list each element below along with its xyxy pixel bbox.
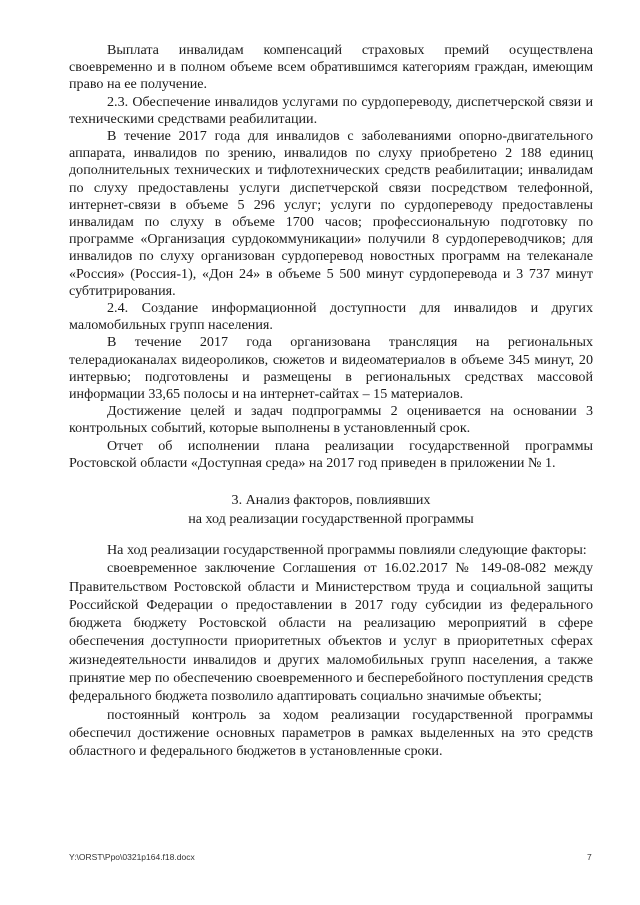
paragraph-broadcasting: В течение 2017 года организована трансляция на региональных телерадиоканалах видеороликов, сюжетов и видеоматериалов в объеме 345 минут, 20 интервью; подготовлены и размещены в региональных средствах массовой информации 33,65 полосы и на интернет-сайтах – 15 материалов. <box>69 334 593 403</box>
paragraph-factors-intro: На ход реализации государственной программы повлияли следующие факторы: <box>107 542 587 558</box>
paragraph-rehabilitation-means: В течение 2017 года для инвалидов с заболеваниями опорно-двигательного аппарата, инвалидов по зрению, инвалидов по слуху приобретено 2 188 единиц дополнительных технических и тифлотехнических средств реабилитации; инвалидам по слуху предоставлены услуги диспетчерской связи посредством телефонной, интернет-связи в объеме 5 296 услуг; услуги по сурдопереводу предоставлены инвалидам по слуху в объеме 1700 часов; профессиональную подготовку по программе «Организация сурдокоммуникации» получили 8 сурдопереводчиков; для инвалидов по слуху организован сурдоперевод новостных программ на телеканале «Россия» (Россия-1), «Дон 24» в объеме 5 500 минут сурдоперевода и 3 737 минут субтитрирования. <box>69 128 593 299</box>
heading-line-1: 3. Анализ факторов, повлиявших <box>231 492 431 508</box>
heading-line-2: на ход реализации государственной программы <box>188 511 474 527</box>
page-number: 7 <box>587 852 592 862</box>
section-3-text <box>69 541 593 761</box>
paragraph-report-reference: Отчет об исполнении плана реализации государственной программы Ростовской области «Доступная среда» на 2017 год приведен в приложении № 1. <box>69 437 593 471</box>
section-2-text <box>69 42 593 472</box>
section-3-heading <box>69 491 593 529</box>
paragraph-goals-achievement: Достижение целей и задач подпрограммы 2 оценивается на основании 3 контрольных событий, которые выполнены в установленный срок. <box>69 403 593 437</box>
paragraph-subsection-2-4: 2.4. Создание информационной доступности для инвалидов и других маломобильных групп населения. <box>69 300 593 334</box>
paragraph-control: постоянный контроль за ходом реализации государственной программы обеспечил достижение основных параметров в рамках выделенных на это средств областного и федерального бюджетов в установленные сроки. <box>69 706 593 760</box>
paragraph-compensation: Выплата инвалидам компенсаций страховых премий осуществлена своевременно и в полном объеме всем обратившимся категориям граждан, имеющим право на ее получение. <box>69 42 593 93</box>
paragraph-agreement: своевременное заключение Соглашения от 16.02.2017 № 149-08-082 между Правительством Ростовской области и Министерством труда и социальной защиты Российской Федерации о предоставлении в 2017 году субсидии из федерального бюджета бюджету Ростовской области на реализацию мероприятий в сфере обеспечения доступности приоритетных объектов и услуг в приоритетных сферах жизнедеятельности инвалидов и других маломобильных групп населения, а также принятие мер по обеспечению своевременного и бесперебойного поступления средств федерального бюджета позволило адаптировать социально значимые объекты; <box>69 560 593 705</box>
paragraph-subsection-2-3: 2.3. Обеспечение инвалидов услугами по сурдопереводу, диспетчерской связи и техническими средствами реабилитации. <box>69 93 593 127</box>
footer-file-path: Y:\ORST\Ppo\0321p164.f18.docx <box>69 852 195 862</box>
